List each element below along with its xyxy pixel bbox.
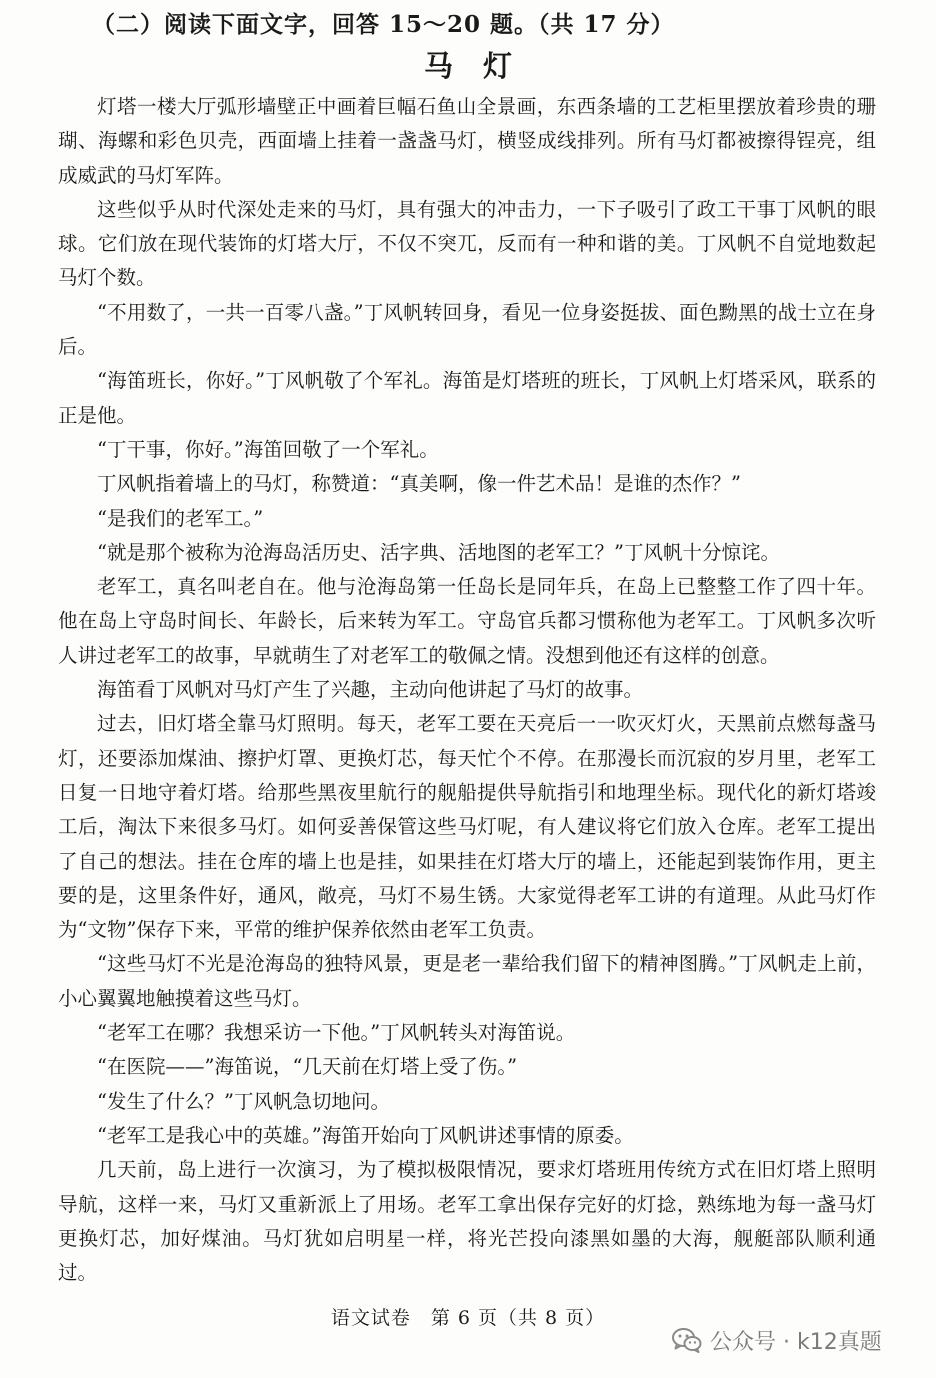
watermark-text: 公众号 · k12真题 — [710, 1329, 882, 1355]
paragraph: 几天前，岛上进行一次演习，为了模拟极限情况，要求灯塔班用传统方式在旧灯塔上照明导航，这样一来，马灯又重新派上了用场。老军工拿出保存完好的灯捻，熟练地为每一盏马灯更换灯芯，加好煤油。马灯犹如启明星一样，将光芒投向漆黑如墨的大海，舰艇部队顺利通过。 — [58, 1158, 876, 1285]
page-footer: 语文试卷 第 6 页（共 8 页） — [330, 1307, 606, 1329]
paragraph: “这些马灯不光是沧海岛的独特风景，更是老一辈给我们留下的精神图腾。”丁风帆走上前，小心翼翼地触摸着这些马灯。 — [58, 952, 876, 1010]
paragraph: “丁干事，你好。”海笛回敬了一个军礼。 — [97, 437, 439, 461]
paragraph: “是我们的老军工。” — [97, 506, 264, 530]
paragraph: 海笛看丁风帆对马灯产生了兴趣，主动向他讲起了马灯的故事。 — [97, 678, 644, 702]
article-title: 马灯 — [423, 49, 542, 83]
section-heading: （二）阅读下面文字，回答 15～20 题。（共 17 分） — [92, 11, 675, 38]
wechat-icon — [672, 1327, 702, 1353]
paragraph: 灯塔一楼大厅弧形墙壁正中画着巨幅石鱼山全景画，东西条墙的工艺柜里摆放着珍贵的珊瑚、海螺和彩色贝壳，西面墙上挂着一盏盏马灯，横竖成线排列。所有马灯都被擦得锃亮，组成威武的马灯军阵。 — [58, 95, 876, 187]
paragraph: 这些似乎从时代深处走来的马灯，具有强大的冲击力，一下子吸引了政工干事丁风帆的眼球。它们放在现代装饰的灯塔大厅，不仅不突兀，反而有一种和谐的美。丁风帆不自觉地数起马灯个数。 — [58, 197, 876, 290]
paragraph: 丁风帆指着墙上的马灯，称赞道：“真美啊，像一件艺术品！是谁的杰作？” — [97, 472, 741, 496]
paragraph: “老军工是我心中的英雄。”海笛开始向丁风帆讲述事情的原委。 — [97, 1123, 634, 1147]
paragraph: 老军工，真名叫老自在。他与沧海岛第一任岛长是同年兵，在岛上已整整工作了四十年。他在岛上守岛时间长、年龄长，后来转为军工。守岛官兵都习惯称他为老军工。丁风帆多次听人讲过老军工的故事，早就萌生了对老军工的敬佩之情。没想到他还有这样的创意。 — [58, 575, 876, 667]
paragraph: “发生了什么？”丁风帆急切地问。 — [97, 1089, 390, 1113]
paragraph: “在医院——”海笛说，“几天前在灯塔上受了伤。” — [97, 1055, 518, 1079]
paragraph: 过去，旧灯塔全靠马灯照明。每天，老军工要在天亮后一一吹灭灯火，天黑前点燃每盏马灯，还要添加煤油、擦护灯罩、更换灯芯，每天忙个不停。在那漫长而沉寂的岁月里，老军工日复一日地守着灯塔。给那些黑夜里航行的舰船提供导航指引和地理坐标。现代化的新灯塔竣工后，淘汰下来很多马灯。如何妥善保管这些马灯呢，有人建议将它们放入仓库。老军工提出了自己的想法。挂在仓库的墙上也是挂，如果挂在灯塔大厅的墙上，还能起到装饰作用，更主要的是，这里条件好，通风，敞亮，马灯不易生锈。大家觉得老军工讲的有道理。从此马灯作为“文物”保存下来，平常的维护保养依然由老军工负责。 — [58, 712, 876, 942]
paragraph: “老军工在哪？我想采访一下他。”丁风帆转头对海笛说。 — [97, 1021, 576, 1045]
paragraph: “海笛班长，你好。”丁风帆敬了个军礼。海笛是灯塔班的班长，丁风帆上灯塔采风，联系的正是他。 — [58, 369, 876, 427]
paragraph: “不用数了，一共一百零八盏。”丁风帆转回身，看见一位身姿挺拔、面色黝黑的战士立在身后。 — [58, 300, 876, 359]
article-body — [58, 90, 876, 1290]
watermark — [672, 1322, 882, 1358]
paragraph: “就是那个被称为沧海岛活历史、活字典、活地图的老军工？”丁风帆十分惊诧。 — [97, 540, 780, 564]
